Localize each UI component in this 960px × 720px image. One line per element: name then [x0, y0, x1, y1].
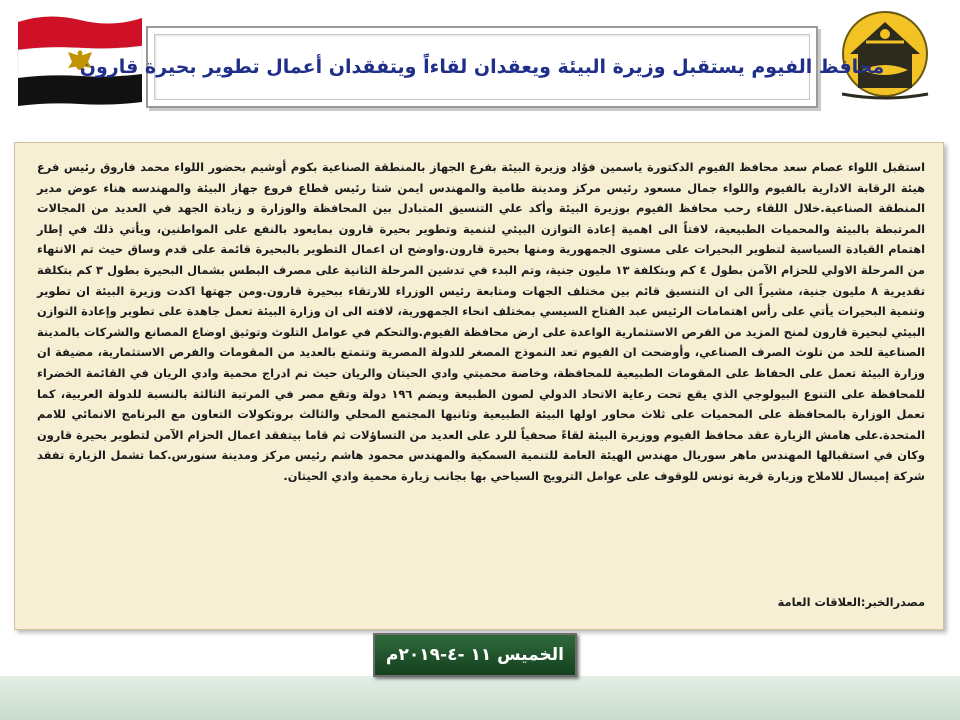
footer-band	[0, 676, 960, 720]
article-source: مصدرالخبر:العلاقات العامة	[777, 595, 925, 609]
headline-frame	[79, 34, 885, 100]
publish-date: الخميس ١١ -٤-٢٠١٩م	[386, 645, 564, 665]
page-title: محافظ الفيوم يستقبل وزيرة البيئة ويعقدان لقاءاً ويتفقدان أعمال تطوير بحيرة قارون	[79, 56, 885, 78]
headline-box	[79, 26, 885, 108]
article-body: استقبل اللواء عصام سعد محافظ الفيوم الدكتورة ياسمين فؤاد وزيرة البيئة بفرع الجهاز بالمنطقة الصناعية بكوم أوشيم بحضور اللواء محمد فاروق رئيس فرع هيئة الرقابة الادارية بالفيوم واللواء جمال مسعود رئيس مركز ومدينة طامية والمهندس ايمن شتا رئيس قطاع فروع جهاز البيئة والمهندسه هناء عوض مدير المنطقة الصناعية.خلال اللقاء رحب محافظ الفيوم بوزيرة البيئة وأكد علي التنسيق المتبادل بين المحافظة والوزارة و زيادة الجهد في العديد من المجالات المرتبطة بالبيئة والمحميات الطبيعية، لافتاً الى اهمية إعادة التوازن البيئي لتنمية وتطوير بحيرة قارون بمايعود بالنفع على المواطنين، ويأتي ذلك في إطار اهتمام القيادة السياسية لتطوير البحيرات على مستوى الجمهورية ومنها بحيرة قارون.واوضح ان اعمال التطوير بالبحيرة قائمة على قدم وساق حيث تم الانتهاء من المرحلة الاولي للحزام الآمن بطول ٤ كم وبتكلفة ١٣ مليون جنية، وتم البدء في تدشين المرحلة الثانية على مصرف البطس بشمال البحيرة بطول ٣ كم بتكلفة تقديرية ٨ مليون جنية، مشيراً الى ان التنسيق قائم بين مختلف الجهات ومتابعة رئيس الوزراء للارتقاء ببحيرة قارون.ومن جهتها اكدت وزيرة البيئة ان تطوير وتنمية البحيرات يأتي على رأس اهتمامات الرئيس عبد الفتاح السيسي بمختلف انحاء الجمهورية، لافته الى ان وزارة البيئة تعمل جاهدة على تطوير وإعادة التوازن البيئي لبحيرة قارون لمنح المزيد من الفرص الاستثمارية الواعدة على ارض محافظة الفيوم.والتحكم في عوامل التلوث وتوثيق اوضاع المصانع والشركات بالمدينة الصناعية للحد من تلوث الصرف الصناعي، وأوضحت ان الفيوم تعد النموذج المصغر للدولة المصرية وتتمتع بالعديد من المقومات والفرص الاستثمارية، مضيفة ان وزارة البيئة تعمل على الحفاظ على المقومات الطبيعية للمحافظة، وخاصة محميتي وادي الحيتان والريان حيث تم ادراج محمية وادي الريان في القائمة الخضراء للمحافظة على التنوع البيولوجي الذي يقع تحت رعاية الاتحاد الدولي لصون الطبيعة ويضم ١٩٦ دولة وتقع مصر في المرتبة الثالثة بالنسبة للدولة العربية، كما تعمل الوزارة بالمحافظة على المحميات على ثلاث محاور اولها البيئة الطبيعية وثانيها المجتمع المحلي والثالث بروتكولات التعاون مع البرنامج الانمائي للامم المتحدة.على هامش الزيارة عقد محافظ الفيوم ووزيرة البيئة لقاءً صحفياً للرد على العديد من التساؤلات ثم قاما بيتفقد اعمال الحزام الآمن لتطوير بحيرة قارون وكان في استقبالها المهندس ماهر سوريال مهندس الهيئة العامة للتنمية السمكية والمهندس محمود هاشم رئيس مركز ومدينة سنورس.كما تشمل الزيارة تفقد شركة إميسال للاملاح وزيارة قرية تونس للوقوف على عوامل الترويج السياحي بها بجانب زيارة محمية وادي الحيتان.	[37, 160, 925, 483]
article-card	[14, 142, 944, 630]
date-badge	[373, 633, 577, 677]
